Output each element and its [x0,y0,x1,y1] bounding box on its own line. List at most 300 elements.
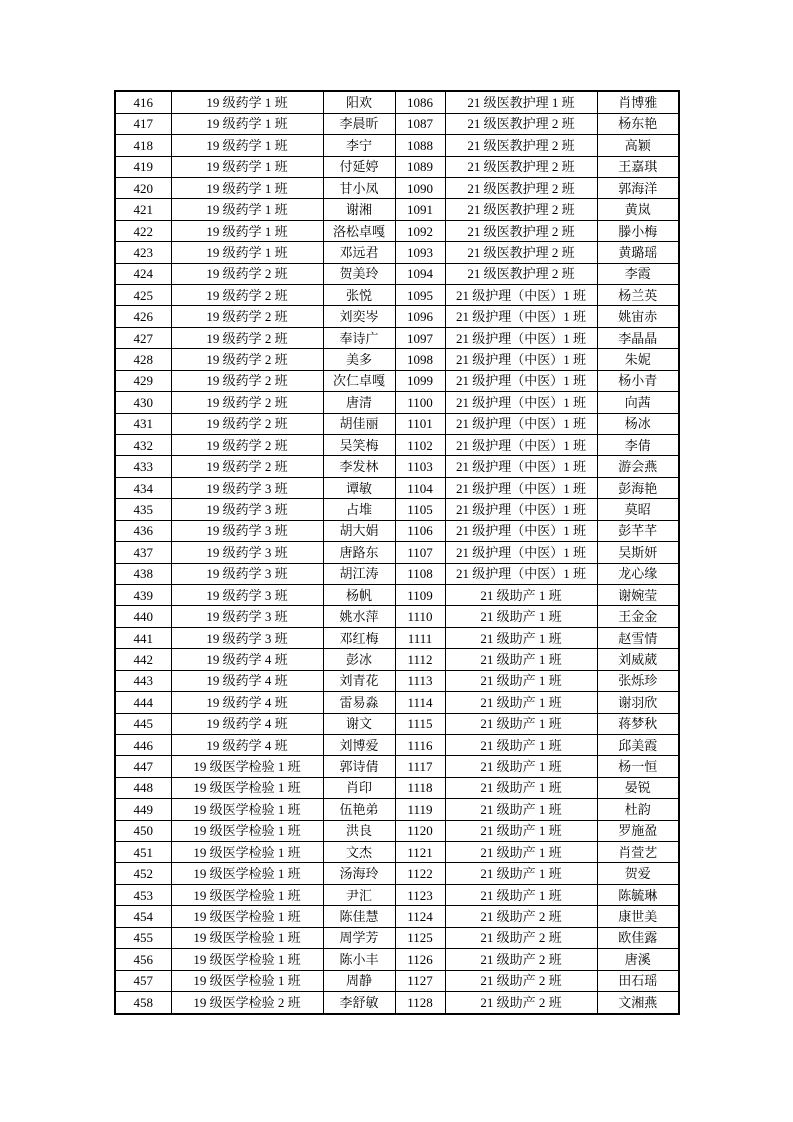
cell-right-no: 1101 [395,413,445,434]
cell-right-class: 21 级医教护理 2 班 [445,113,597,134]
table-row [115,842,679,863]
cell-right-no: 1122 [395,863,445,884]
cell-right-no: 1118 [395,777,445,798]
table-row [115,220,679,241]
cell-right-no: 1104 [395,477,445,498]
cell-left-no: 417 [115,113,171,134]
cell-right-no: 1117 [395,756,445,777]
cell-right-no: 1105 [395,499,445,520]
table-row [115,927,679,948]
cell-left-name: 姚水萍 [323,606,395,627]
cell-right-name: 杨一恒 [597,756,679,777]
cell-left-class: 19 级医学检验 1 班 [171,927,323,948]
cell-right-name: 滕小梅 [597,220,679,241]
cell-left-no: 435 [115,499,171,520]
cell-right-no: 1120 [395,820,445,841]
cell-right-name: 晏锐 [597,777,679,798]
cell-left-class: 19 级药学 3 班 [171,627,323,648]
table-row [115,584,679,605]
cell-right-name: 邱美霞 [597,734,679,755]
cell-left-class: 19 级药学 4 班 [171,692,323,713]
cell-left-class: 19 级医学检验 1 班 [171,949,323,970]
table-row [115,863,679,884]
table-row [115,991,679,1014]
cell-left-no: 429 [115,370,171,391]
cell-left-name: 汤海玲 [323,863,395,884]
cell-right-class: 21 级助产 1 班 [445,713,597,734]
cell-left-class: 19 级药学 2 班 [171,306,323,327]
cell-right-class: 21 级护理（中医）1 班 [445,563,597,584]
cell-left-class: 19 级药学 3 班 [171,499,323,520]
cell-right-name: 王嘉琪 [597,156,679,177]
cell-left-name: 周学芳 [323,927,395,948]
cell-right-name: 杨东艳 [597,113,679,134]
cell-left-name: 胡江涛 [323,563,395,584]
cell-right-class: 21 级医教护理 2 班 [445,156,597,177]
cell-right-no: 1106 [395,520,445,541]
cell-left-name: 奉诗广 [323,327,395,348]
cell-left-name: 胡大娟 [323,520,395,541]
cell-right-class: 21 级助产 1 班 [445,884,597,905]
cell-left-name: 贺美玲 [323,263,395,284]
table-row [115,820,679,841]
cell-right-name: 龙心缘 [597,563,679,584]
cell-right-class: 21 级医教护理 2 班 [445,135,597,156]
cell-right-class: 21 级助产 1 班 [445,734,597,755]
table-row [115,627,679,648]
cell-right-class: 21 级助产 1 班 [445,606,597,627]
cell-left-name: 李晨昕 [323,113,395,134]
cell-right-class: 21 级护理（中医）1 班 [445,349,597,370]
cell-left-name: 彭冰 [323,649,395,670]
cell-right-no: 1090 [395,177,445,198]
cell-left-name: 伍艳弟 [323,799,395,820]
cell-right-no: 1103 [395,456,445,477]
cell-left-class: 19 级医学检验 1 班 [171,842,323,863]
table-row [115,113,679,134]
cell-right-no: 1127 [395,970,445,991]
cell-right-name: 高颖 [597,135,679,156]
cell-right-class: 21 级助产 1 班 [445,627,597,648]
cell-right-name: 陈毓琳 [597,884,679,905]
cell-right-class: 21 级助产 1 班 [445,584,597,605]
cell-right-name: 罗施盈 [597,820,679,841]
cell-left-name: 李舒敏 [323,991,395,1014]
cell-right-no: 1116 [395,734,445,755]
cell-left-no: 424 [115,263,171,284]
cell-left-no: 454 [115,906,171,927]
cell-left-name: 刘奕岑 [323,306,395,327]
table-row [115,970,679,991]
cell-left-no: 441 [115,627,171,648]
cell-right-class: 21 级护理（中医）1 班 [445,499,597,520]
cell-left-name: 周静 [323,970,395,991]
cell-left-name: 阳欢 [323,91,395,113]
cell-left-no: 457 [115,970,171,991]
cell-right-name: 杨小青 [597,370,679,391]
cell-right-name: 彭芊芊 [597,520,679,541]
cell-right-class: 21 级医教护理 2 班 [445,242,597,263]
table-row [115,370,679,391]
table-row [115,520,679,541]
cell-right-name: 欧佳露 [597,927,679,948]
cell-right-no: 1092 [395,220,445,241]
cell-left-no: 443 [115,670,171,691]
cell-left-class: 19 级医学检验 1 班 [171,756,323,777]
cell-right-no: 1112 [395,649,445,670]
cell-left-no: 445 [115,713,171,734]
cell-right-no: 1088 [395,135,445,156]
cell-right-class: 21 级助产 1 班 [445,649,597,670]
cell-left-class: 19 级药学 2 班 [171,349,323,370]
cell-left-class: 19 级药学 1 班 [171,242,323,263]
table-row [115,413,679,434]
table-row [115,606,679,627]
cell-right-class: 21 级医教护理 2 班 [445,177,597,198]
cell-right-no: 1096 [395,306,445,327]
cell-right-no: 1091 [395,199,445,220]
cell-left-class: 19 级药学 3 班 [171,606,323,627]
cell-left-class: 19 级药学 2 班 [171,327,323,348]
cell-right-name: 黄璐瑶 [597,242,679,263]
cell-right-no: 1087 [395,113,445,134]
cell-left-no: 416 [115,91,171,113]
cell-left-class: 19 级药学 1 班 [171,113,323,134]
cell-right-class: 21 级助产 2 班 [445,970,597,991]
roster-table-body [115,91,679,1014]
cell-left-no: 436 [115,520,171,541]
table-row [115,799,679,820]
table-row [115,306,679,327]
cell-right-class: 21 级医教护理 2 班 [445,263,597,284]
cell-right-class: 21 级助产 1 班 [445,670,597,691]
cell-right-name: 田石瑶 [597,970,679,991]
cell-left-no: 447 [115,756,171,777]
cell-left-no: 444 [115,692,171,713]
cell-right-class: 21 级助产 2 班 [445,927,597,948]
cell-left-no: 456 [115,949,171,970]
cell-left-class: 19 级药学 2 班 [171,285,323,306]
cell-right-name: 李晶晶 [597,327,679,348]
cell-left-class: 19 级药学 1 班 [171,220,323,241]
cell-right-class: 21 级助产 1 班 [445,756,597,777]
cell-left-class: 19 级药学 4 班 [171,649,323,670]
cell-right-no: 1114 [395,692,445,713]
cell-left-name: 胡佳丽 [323,413,395,434]
cell-left-class: 19 级医学检验 1 班 [171,863,323,884]
cell-left-no: 452 [115,863,171,884]
cell-right-class: 21 级助产 1 班 [445,863,597,884]
cell-left-class: 19 级药学 3 班 [171,520,323,541]
cell-right-no: 1094 [395,263,445,284]
cell-right-class: 21 级护理（中医）1 班 [445,477,597,498]
cell-right-name: 谢羽欣 [597,692,679,713]
cell-left-class: 19 级药学 1 班 [171,177,323,198]
cell-right-no: 1093 [395,242,445,263]
cell-right-class: 21 级医教护理 2 班 [445,220,597,241]
cell-right-no: 1128 [395,991,445,1014]
cell-right-class: 21 级医教护理 1 班 [445,91,597,113]
cell-left-name: 次仁卓嘎 [323,370,395,391]
cell-right-name: 李霞 [597,263,679,284]
cell-left-name: 付延婷 [323,156,395,177]
cell-left-no: 434 [115,477,171,498]
cell-left-class: 19 级药学 2 班 [171,456,323,477]
table-row [115,456,679,477]
table-row [115,263,679,284]
cell-right-name: 李倩 [597,435,679,456]
cell-right-name: 唐溪 [597,949,679,970]
cell-right-name: 黄岚 [597,199,679,220]
table-row [115,392,679,413]
cell-left-no: 432 [115,435,171,456]
cell-right-no: 1095 [395,285,445,306]
table-row [115,327,679,348]
cell-left-no: 440 [115,606,171,627]
cell-right-name: 姚宙赤 [597,306,679,327]
cell-right-no: 1123 [395,884,445,905]
cell-right-name: 刘威葳 [597,649,679,670]
cell-left-class: 19 级药学 1 班 [171,156,323,177]
table-row [115,756,679,777]
cell-left-class: 19 级药学 4 班 [171,734,323,755]
cell-right-class: 21 级护理（中医）1 班 [445,306,597,327]
table-row [115,199,679,220]
cell-right-name: 彭海艳 [597,477,679,498]
cell-left-name: 郭诗倩 [323,756,395,777]
cell-left-name: 李宁 [323,135,395,156]
cell-left-name: 刘博爱 [323,734,395,755]
cell-left-name: 文杰 [323,842,395,863]
cell-right-no: 1089 [395,156,445,177]
cell-left-no: 421 [115,199,171,220]
cell-left-name: 唐清 [323,392,395,413]
cell-left-class: 19 级药学 2 班 [171,413,323,434]
table-row [115,906,679,927]
cell-right-name: 王金金 [597,606,679,627]
cell-left-class: 19 级药学 3 班 [171,563,323,584]
cell-right-class: 21 级助产 2 班 [445,906,597,927]
cell-right-no: 1086 [395,91,445,113]
cell-right-no: 1109 [395,584,445,605]
cell-right-no: 1098 [395,349,445,370]
cell-right-name: 谢婉莹 [597,584,679,605]
cell-left-name: 吴笑梅 [323,435,395,456]
table-row [115,242,679,263]
cell-left-name: 谭敏 [323,477,395,498]
cell-left-name: 谢湘 [323,199,395,220]
cell-left-name: 唐路东 [323,542,395,563]
table-row [115,435,679,456]
cell-left-no: 425 [115,285,171,306]
cell-left-class: 19 级药学 1 班 [171,135,323,156]
cell-right-name: 吴斯妍 [597,542,679,563]
cell-left-name: 杨帆 [323,584,395,605]
cell-right-name: 郭海洋 [597,177,679,198]
cell-left-no: 420 [115,177,171,198]
cell-right-no: 1108 [395,563,445,584]
cell-left-class: 19 级药学 2 班 [171,263,323,284]
table-row [115,177,679,198]
table-row [115,91,679,113]
cell-right-class: 21 级医教护理 2 班 [445,199,597,220]
cell-left-class: 19 级医学检验 1 班 [171,777,323,798]
cell-right-no: 1124 [395,906,445,927]
cell-left-class: 19 级药学 4 班 [171,670,323,691]
cell-right-no: 1115 [395,713,445,734]
cell-left-name: 陈佳慧 [323,906,395,927]
cell-right-no: 1097 [395,327,445,348]
cell-left-no: 419 [115,156,171,177]
cell-right-name: 杜韵 [597,799,679,820]
cell-left-class: 19 级医学检验 1 班 [171,970,323,991]
cell-left-no: 442 [115,649,171,670]
cell-right-no: 1099 [395,370,445,391]
table-row [115,349,679,370]
cell-right-class: 21 级助产 1 班 [445,842,597,863]
cell-left-class: 19 级医学检验 2 班 [171,991,323,1014]
cell-left-class: 19 级医学检验 1 班 [171,799,323,820]
table-row [115,649,679,670]
cell-right-name: 张烁珍 [597,670,679,691]
cell-left-no: 438 [115,563,171,584]
cell-left-name: 洛松卓嘎 [323,220,395,241]
cell-left-name: 刘青花 [323,670,395,691]
cell-right-name: 游会燕 [597,456,679,477]
cell-left-name: 甘小凤 [323,177,395,198]
cell-right-no: 1113 [395,670,445,691]
cell-right-class: 21 级助产 1 班 [445,777,597,798]
cell-left-no: 433 [115,456,171,477]
cell-right-class: 21 级助产 1 班 [445,799,597,820]
cell-right-name: 朱妮 [597,349,679,370]
cell-right-no: 1126 [395,949,445,970]
table-row [115,692,679,713]
cell-right-class: 21 级护理（中医）1 班 [445,327,597,348]
cell-left-name: 张悦 [323,285,395,306]
cell-right-class: 21 级护理（中医）1 班 [445,285,597,306]
table-row [115,563,679,584]
table-row [115,499,679,520]
cell-left-no: 431 [115,413,171,434]
cell-left-name: 邓红梅 [323,627,395,648]
table-row [115,670,679,691]
cell-right-no: 1119 [395,799,445,820]
cell-left-no: 458 [115,991,171,1014]
cell-right-no: 1102 [395,435,445,456]
cell-left-no: 455 [115,927,171,948]
cell-left-class: 19 级药学 4 班 [171,713,323,734]
cell-right-name: 肖博雅 [597,91,679,113]
cell-left-class: 19 级医学检验 1 班 [171,820,323,841]
cell-right-name: 蒋梦秋 [597,713,679,734]
cell-left-class: 19 级药学 2 班 [171,435,323,456]
cell-right-no: 1125 [395,927,445,948]
cell-left-no: 427 [115,327,171,348]
table-row [115,713,679,734]
cell-left-no: 418 [115,135,171,156]
table-row [115,285,679,306]
cell-right-class: 21 级护理（中医）1 班 [445,542,597,563]
table-row [115,734,679,755]
cell-left-no: 453 [115,884,171,905]
cell-left-name: 尹汇 [323,884,395,905]
cell-left-class: 19 级药学 1 班 [171,91,323,113]
table-row [115,884,679,905]
cell-left-no: 450 [115,820,171,841]
cell-right-name: 赵雪情 [597,627,679,648]
table-row [115,135,679,156]
table-row [115,477,679,498]
cell-left-name: 陈小丰 [323,949,395,970]
cell-left-no: 426 [115,306,171,327]
cell-right-class: 21 级护理（中医）1 班 [445,413,597,434]
cell-right-no: 1110 [395,606,445,627]
table-row [115,949,679,970]
cell-left-class: 19 级药学 1 班 [171,199,323,220]
cell-left-no: 451 [115,842,171,863]
cell-left-no: 449 [115,799,171,820]
cell-right-no: 1107 [395,542,445,563]
cell-left-class: 19 级药学 3 班 [171,584,323,605]
table-row [115,156,679,177]
cell-right-name: 莫昭 [597,499,679,520]
cell-right-name: 文湘燕 [597,991,679,1014]
cell-right-name: 杨兰英 [597,285,679,306]
cell-left-name: 占堆 [323,499,395,520]
cell-right-class: 21 级护理（中医）1 班 [445,392,597,413]
cell-left-class: 19 级医学检验 1 班 [171,884,323,905]
cell-left-name: 洪良 [323,820,395,841]
cell-left-name: 李发林 [323,456,395,477]
cell-right-class: 21 级助产 2 班 [445,991,597,1014]
cell-left-name: 邓远君 [323,242,395,263]
cell-right-no: 1121 [395,842,445,863]
cell-left-no: 446 [115,734,171,755]
cell-right-class: 21 级助产 2 班 [445,949,597,970]
cell-right-class: 21 级护理（中医）1 班 [445,370,597,391]
cell-left-no: 430 [115,392,171,413]
cell-left-name: 雷易淼 [323,692,395,713]
cell-left-name: 谢文 [323,713,395,734]
cell-left-name: 肖印 [323,777,395,798]
cell-left-class: 19 级药学 3 班 [171,477,323,498]
student-roster-table [114,90,680,1015]
cell-right-class: 21 级护理（中医）1 班 [445,435,597,456]
cell-right-name: 向茜 [597,392,679,413]
cell-right-class: 21 级助产 1 班 [445,820,597,841]
cell-left-no: 448 [115,777,171,798]
cell-left-class: 19 级药学 2 班 [171,370,323,391]
cell-right-name: 肖萱艺 [597,842,679,863]
cell-left-no: 437 [115,542,171,563]
cell-right-name: 贺爱 [597,863,679,884]
cell-right-name: 康世美 [597,906,679,927]
table-row [115,777,679,798]
cell-left-no: 423 [115,242,171,263]
cell-left-class: 19 级药学 3 班 [171,542,323,563]
cell-left-no: 428 [115,349,171,370]
cell-right-no: 1111 [395,627,445,648]
cell-right-no: 1100 [395,392,445,413]
cell-left-no: 439 [115,584,171,605]
cell-right-name: 杨冰 [597,413,679,434]
cell-right-class: 21 级护理（中医）1 班 [445,520,597,541]
cell-right-class: 21 级护理（中医）1 班 [445,456,597,477]
cell-right-class: 21 级助产 1 班 [445,692,597,713]
cell-left-class: 19 级药学 2 班 [171,392,323,413]
table-row [115,542,679,563]
